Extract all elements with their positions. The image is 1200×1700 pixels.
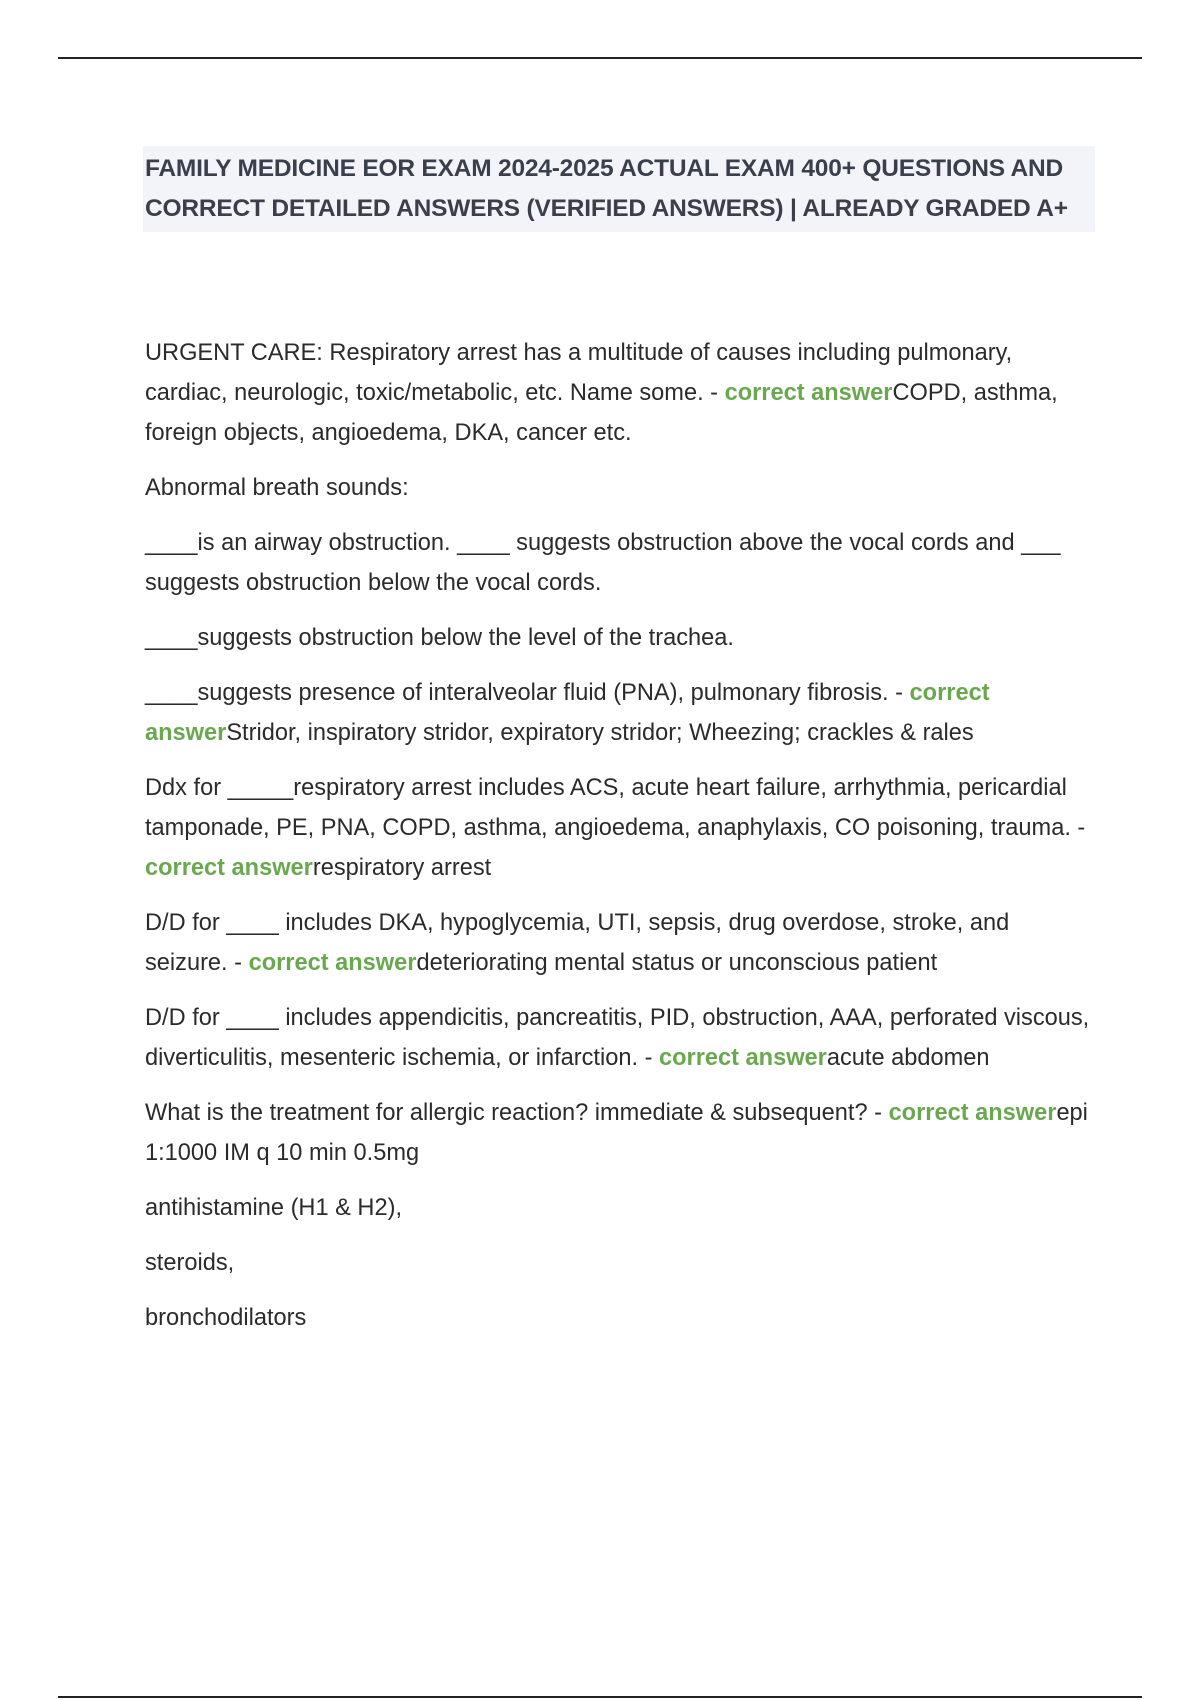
question-text: ____suggests presence of interalveolar fluid (PNA), pulmonary fibrosis. - — [145, 680, 910, 706]
text-line: bronchodilators — [145, 1305, 307, 1331]
question-text: What is the treatment for allergic reaction? immediate & subsequent? - — [145, 1100, 889, 1126]
question-text: D/D for ____ includes DKA, hypoglycemia, UTI, sepsis, drug overdose, stroke, and seizure. - — [145, 910, 1010, 976]
qa-item — [145, 1093, 1095, 1173]
question-text: URGENT CARE: Respiratory arrest has a multitude of causes including pulmonary, cardiac, neurologic, toxic/metabolic, etc. Name some. - — [145, 340, 1013, 406]
answer-label: correct answer — [724, 380, 893, 406]
answer-text: Stridor, inspiratory stridor, expiratory stridor; Wheezing; crackles & rales — [226, 720, 974, 746]
answer-text: acute abdomen — [826, 1045, 990, 1071]
answer-text: respiratory arrest — [312, 855, 492, 881]
qa-item — [145, 998, 1095, 1078]
document-body — [145, 333, 1095, 1353]
answer-text: COPD, asthma, foreign objects, angioedema, DKA, cancer etc. — [145, 380, 1058, 446]
answer-label: correct answer — [658, 1045, 827, 1071]
document-title: FAMILY MEDICINE EOR EXAM 2024-2025 ACTUAL EXAM 400+ QUESTIONS AND CORRECT DETAILED ANSWERS (VERIFIED ANSWERS) | ALREADY GRADED A+ — [143, 146, 1095, 232]
qa-item — [145, 768, 1095, 888]
header-rule — [58, 57, 1142, 59]
answer-label: correct answer — [145, 855, 313, 881]
answer-text: deteriorating mental status or unconscious patient — [416, 950, 938, 976]
question-text: Ddx for _____respiratory arrest includes ACS, acute heart failure, arrhythmia, pericardial tamponade, PE, PNA, COPD, asthma, angioedema, anaphylaxis, CO poisoning, trauma. - — [145, 775, 1086, 841]
question-text: D/D for ____ includes appendicitis, pancreatitis, PID, obstruction, AAA, perforated viscous, diverticulitis, mesenteric ischemia, or infarction. - — [145, 1005, 1090, 1071]
qa-item — [145, 333, 1095, 453]
text-line: steroids, — [145, 1250, 235, 1276]
text-line: Abnormal breath sounds: — [145, 475, 409, 501]
answer-label: correct answer — [248, 950, 417, 976]
qa-item — [145, 673, 1095, 753]
answer-label: correct answer — [145, 680, 990, 746]
qa-item — [145, 903, 1095, 983]
text-line: antihistamine (H1 & H2), — [145, 1195, 403, 1221]
text-line: ____is an airway obstruction. ____ suggests obstruction above the vocal cords and ___ suggests obstruction below the vocal cords. — [145, 530, 1061, 596]
footer-rule — [58, 1696, 1142, 1698]
answer-label: correct answer — [888, 1100, 1057, 1126]
answer-text: epi 1:1000 IM q 10 min 0.5mg — [145, 1100, 1088, 1166]
text-line: ____suggests obstruction below the level of the trachea. — [145, 625, 734, 651]
